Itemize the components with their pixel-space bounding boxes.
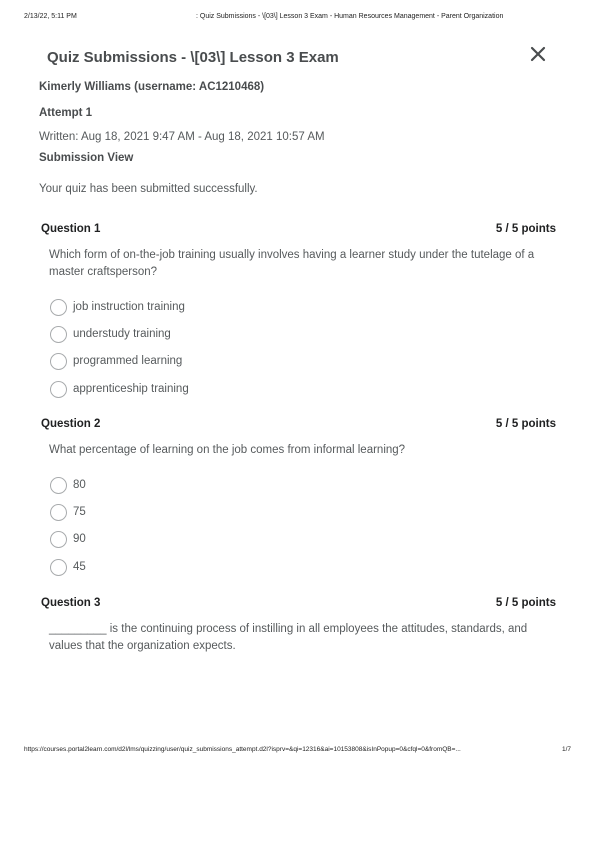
question-title: Question 1 — [41, 223, 101, 235]
radio-unchecked-icon[interactable] — [50, 477, 67, 494]
print-header — [24, 13, 571, 25]
print-timestamp: 2/13/22, 5:11 PM — [24, 13, 77, 20]
question-text: What percentage of learning on the job comes from informal learning? — [49, 444, 406, 456]
question-header — [41, 223, 556, 239]
answer-option-label: apprenticeship training — [73, 383, 189, 395]
close-button[interactable] — [528, 44, 548, 64]
radio-unchecked-icon[interactable] — [50, 326, 67, 343]
answer-option[interactable] — [50, 475, 86, 495]
answer-option-label: job instruction training — [73, 301, 185, 313]
attempt-label: Attempt 1 — [39, 107, 93, 119]
answer-option[interactable] — [50, 529, 86, 549]
answer-option-label: 80 — [73, 479, 86, 491]
written-timestamp: Written: Aug 18, 2021 9:47 AM - Aug 18, 2021 10:57 AM — [39, 131, 325, 143]
question-text: Which form of on-the-job training usually involves having a learner study under the tutelage of a master craftsperson? — [49, 249, 535, 278]
answer-option[interactable] — [50, 351, 182, 371]
close-icon — [528, 44, 548, 64]
answer-option[interactable] — [50, 297, 185, 317]
print-footer — [24, 746, 571, 756]
answer-option-label: 75 — [73, 506, 86, 518]
question-text: _________ is the continuing process of instilling in all employees the attitudes, standards, and values that the organization expects. — [49, 623, 528, 652]
question-title: Question 2 — [41, 418, 101, 430]
page-title: Quiz Submissions - \[03\] Lesson 3 Exam — [47, 49, 339, 66]
answer-option-label: understudy training — [73, 328, 171, 340]
radio-unchecked-icon[interactable] — [50, 299, 67, 316]
radio-unchecked-icon[interactable] — [50, 353, 67, 370]
submission-confirmation: Your quiz has been submitted successfully. — [39, 183, 258, 195]
answer-option-label: programmed learning — [73, 355, 183, 367]
answer-option[interactable] — [50, 557, 86, 577]
question-header — [41, 597, 556, 613]
question-title: Question 3 — [41, 597, 101, 609]
answer-option-label: 90 — [73, 533, 86, 545]
radio-unchecked-icon[interactable] — [50, 559, 67, 576]
answer-option[interactable] — [50, 324, 171, 344]
submission-view-heading: Submission View — [39, 152, 134, 164]
print-url: https://courses.portal2learn.com/d2l/lms/quizzing/user/quiz_submissions_attempt.d2l?isprv=&qi=12316&ai=10153808&isInPopup=0&cfql=0&fromQB=... — [24, 746, 461, 753]
answer-option[interactable] — [50, 379, 189, 399]
radio-unchecked-icon[interactable] — [50, 531, 67, 548]
question-points: 5 / 5 points — [495, 418, 556, 430]
question-points: 5 / 5 points — [495, 597, 556, 609]
radio-unchecked-icon[interactable] — [50, 504, 67, 521]
question-header — [41, 418, 556, 434]
user-info: Kimerly Williams (username: AC1210468) — [39, 81, 265, 93]
question-points: 5 / 5 points — [495, 223, 556, 235]
answer-option-label: 45 — [73, 561, 86, 573]
print-document-title: : Quiz Submissions - \[03\] Lesson 3 Exam - Human Resources Management - Parent Organization — [196, 13, 504, 20]
answer-option[interactable] — [50, 502, 86, 522]
page-number: 1/7 — [561, 746, 571, 753]
radio-unchecked-icon[interactable] — [50, 381, 67, 398]
